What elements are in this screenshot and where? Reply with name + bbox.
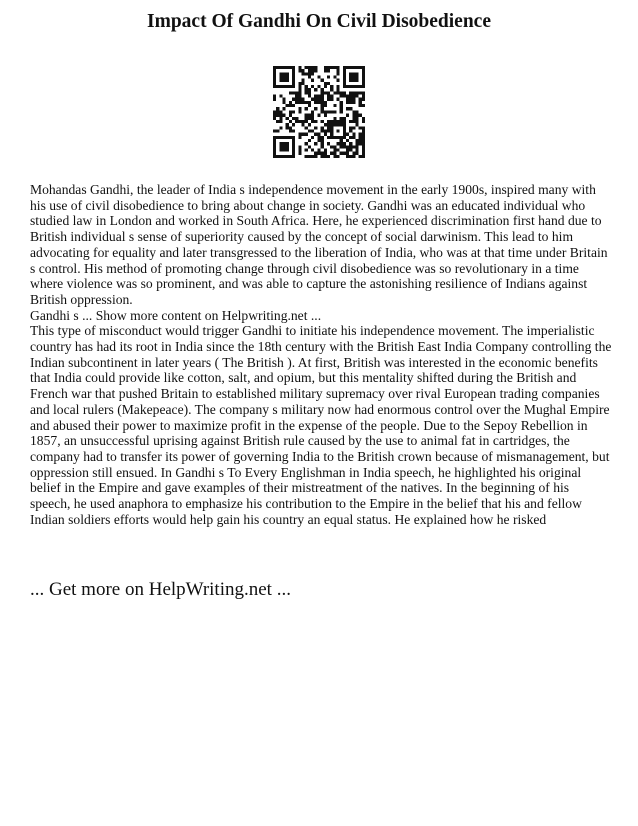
get-more-link[interactable]: ... Get more on HelpWriting.net ... [30, 579, 291, 600]
qr-code-icon [273, 66, 365, 158]
paragraph-intro: Mohandas Gandhi, the leader of India s independence movement in the early 1900s, inspired many with his use of civil disobedience to bring about change in society. Gandhi was an educated individual who studied law in London and worked in South Africa. Here, he experienced discrimination first hand due to British individual s sense of superiority caused by the concept of social darwinism. This lead to him advocating for equality and later transgressed to the liberation of India, who was at that time under Britain s control. His method of promoting change through civil disobedience was so revolutionary in a time where violence was so prominent, and was able to capture the astonishing resilience of Indians against British oppression. [30, 182, 608, 307]
page-title: Impact Of Gandhi On Civil Disobedience [147, 11, 491, 32]
paragraph-main: This type of misconduct would trigger Gandhi to initiate his independence movement. The imperialistic country has had its root in India since the 18th century with the British East India Company controlling the Indian subcontinent in later years ( The British ). At first, British was interested in the economic benefits that India could provide like cotton, salt, and opium, but this mentality shifted during the British and French war that pushed Britain to established military supremacy over rival European trading companies and local rulers (Makepeace). The company s military now had enormous control over the Mughal Empire and abused their power to maximize profit in the expense of the people. Due to the Sepoy Rebellion in 1857, an unsuccessful uprising against British rule caused by the use to animal fat in cartridges, the company had to transfer its power of governing India to the British crown because of mismanagement, but oppression still ensued. In Gandhi s To Every Englishman in India speech, he highlighted his original belief in the Empire and gave examples of their mistreatment of the natives. In the beginning of his speech, he used anaphora to emphasize his contribution to the Empire in the belief that his and fellow Indian soldiers efforts would help gain his country an equal status. He explained how he risked [30, 323, 612, 527]
article-body [30, 182, 612, 527]
show-more-link[interactable]: Gandhi s ... Show more content on Helpwriting.net ... [30, 307, 322, 323]
